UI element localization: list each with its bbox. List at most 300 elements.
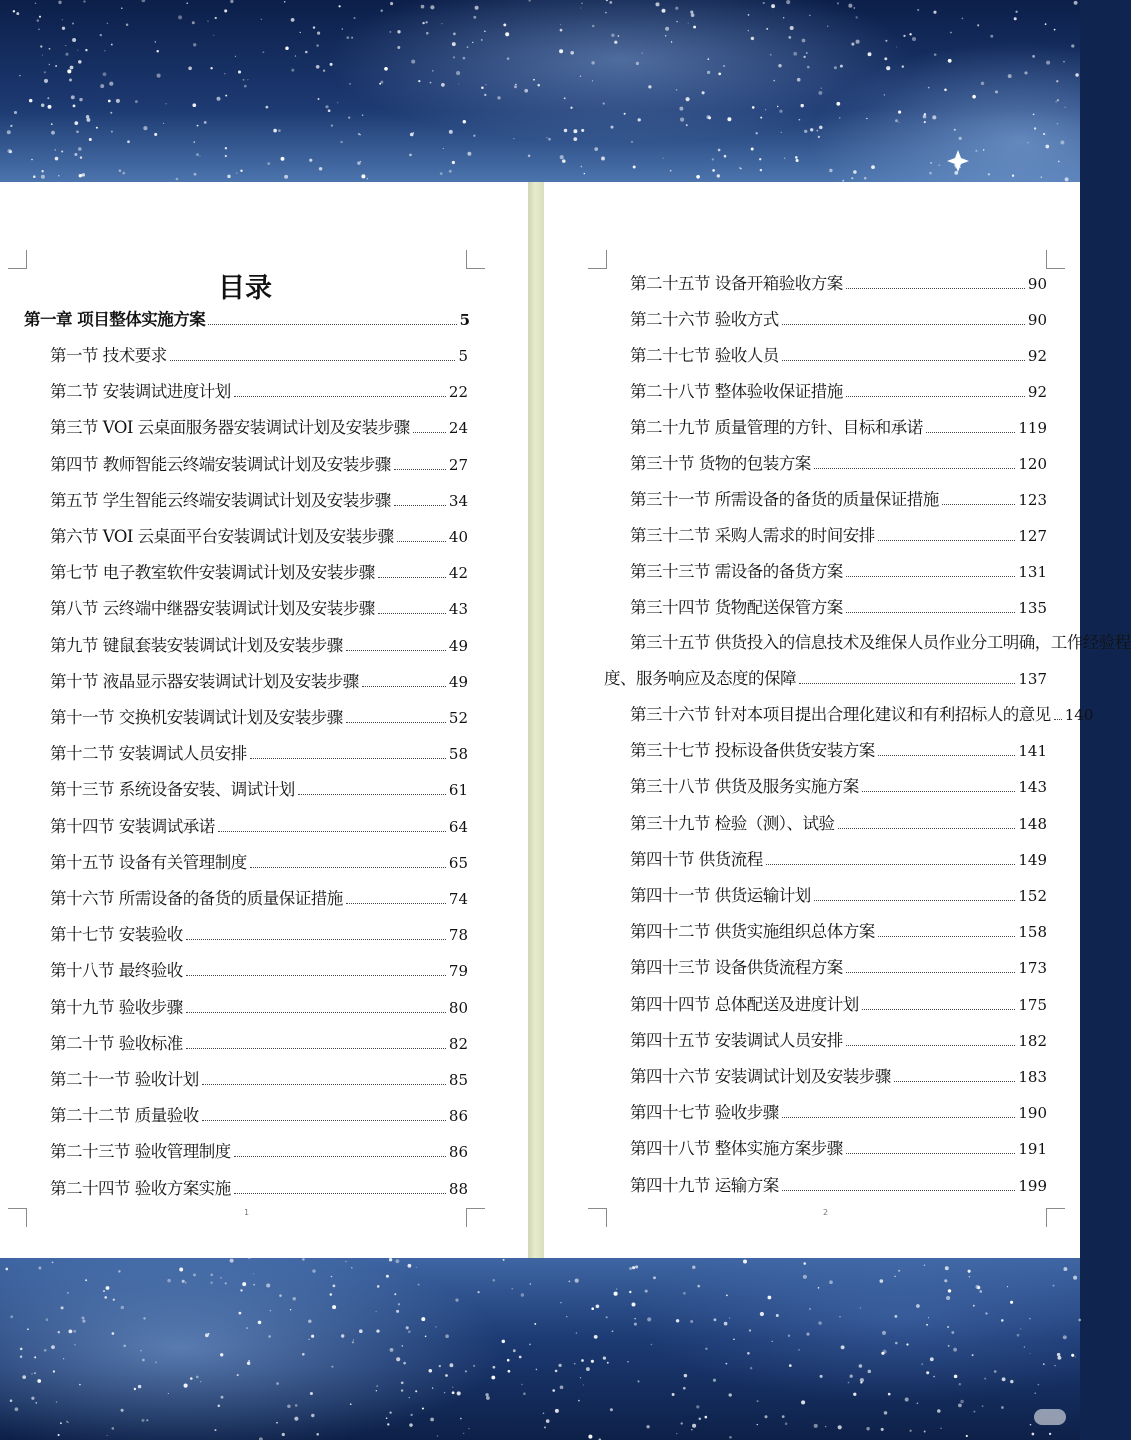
star (67, 1292, 69, 1294)
star (109, 82, 113, 86)
star (7, 149, 11, 153)
toc-page-number: 175 (1018, 995, 1047, 1014)
star (926, 1324, 928, 1326)
toc-entry-row[interactable] (50, 813, 468, 837)
star (362, 114, 363, 115)
star (583, 1384, 584, 1385)
star (108, 100, 111, 103)
toc-entry-row[interactable] (50, 885, 468, 909)
toc-leader-dots (894, 1081, 1016, 1082)
star (784, 158, 785, 159)
toc-leader-dots (846, 396, 1025, 397)
toc-leader-dots (346, 650, 446, 651)
star (954, 1375, 958, 1379)
star (295, 55, 297, 57)
toc-entry-row[interactable] (630, 378, 1047, 402)
star (82, 1316, 85, 1319)
star (146, 1419, 148, 1421)
toc-entry-row[interactable] (50, 740, 468, 764)
star (409, 1397, 410, 1398)
toc-entry-row[interactable] (50, 378, 468, 402)
star (966, 1435, 968, 1437)
star (757, 1400, 759, 1402)
star (1071, 1354, 1074, 1357)
star (418, 1284, 420, 1286)
star (637, 1380, 639, 1382)
star (895, 1342, 898, 1345)
toc-entry-row[interactable] (50, 994, 468, 1018)
star (515, 84, 516, 85)
toc-entry-label: 第十四节 安装调试承诺 (50, 816, 215, 836)
star (449, 130, 453, 134)
star (696, 175, 700, 179)
star (523, 1392, 526, 1395)
toc-page-number: 82 (448, 1034, 468, 1053)
toc-entry-label: 第五节 学生智能云终端安装调试计划及安装步骤 (50, 490, 391, 510)
star (278, 129, 281, 132)
star (141, 1419, 144, 1422)
star (467, 152, 471, 156)
toc-entry-row[interactable] (630, 1063, 1047, 1087)
star (917, 1402, 919, 1404)
star (52, 1262, 54, 1264)
star (107, 1435, 108, 1436)
star (58, 1434, 60, 1436)
star (851, 177, 853, 179)
star (384, 67, 388, 71)
star (560, 24, 561, 25)
star (797, 78, 801, 82)
toc-chapter-row[interactable] (24, 306, 470, 330)
toc-entry-35-line1[interactable]: 第三十五节 供货投入的信息技术及维保人员作业分工明确，工作经验程 (630, 633, 1131, 652)
star (268, 1335, 270, 1337)
star (947, 1326, 949, 1328)
star (430, 82, 432, 84)
toc-entry-label: 第十九节 验收步骤 (50, 997, 183, 1017)
toc-entry-row[interactable] (630, 810, 1047, 834)
star (712, 158, 714, 160)
toc-page-number: 143 (1018, 778, 1047, 797)
toc-entry-row[interactable] (630, 270, 1047, 294)
toc-entry-row[interactable] (630, 773, 1047, 797)
star (636, 62, 639, 65)
star (425, 1335, 427, 1337)
star (924, 1264, 926, 1266)
star (484, 94, 486, 96)
star (1032, 55, 1035, 58)
toc-entry-row[interactable] (630, 918, 1047, 942)
star (401, 1389, 403, 1391)
star (432, 70, 434, 72)
star (82, 173, 85, 176)
star (387, 1423, 389, 1425)
star (820, 1375, 823, 1378)
star (724, 1322, 728, 1326)
toc-leader-dots (346, 722, 446, 723)
star (546, 1419, 550, 1423)
star (143, 126, 147, 130)
toc-entry-label: 第二十二节 质量验收 (50, 1106, 199, 1126)
star (521, 1384, 523, 1386)
star (760, 1312, 764, 1316)
star (560, 29, 563, 32)
star (1014, 17, 1017, 20)
toc-entry-row[interactable] (630, 1027, 1047, 1051)
star (238, 71, 241, 74)
star (959, 137, 962, 140)
star (10, 1315, 13, 1318)
star (896, 46, 897, 47)
toc-title: 目录 (218, 273, 272, 304)
star (452, 161, 455, 164)
toc-entry-row[interactable] (630, 991, 1047, 1015)
star (200, 1381, 201, 1382)
star (592, 80, 593, 81)
star (484, 30, 486, 32)
toc-page-number: 5 (458, 347, 468, 365)
star (475, 6, 479, 10)
star (727, 117, 731, 121)
toc-leader-dots (846, 288, 1025, 289)
toc-entry-label: 第四十九节 运输方案 (630, 1175, 779, 1195)
star (390, 2, 393, 5)
toc-entry-row[interactable] (50, 776, 468, 800)
toc-entry-label: 第二十七节 验收人员 (630, 346, 779, 365)
star (1045, 23, 1047, 25)
star (345, 1261, 347, 1263)
star (16, 12, 19, 15)
star (276, 1422, 278, 1424)
star (290, 1309, 291, 1310)
star (691, 13, 695, 17)
star (717, 174, 720, 177)
star (533, 79, 535, 81)
star (795, 156, 798, 159)
star (74, 1344, 75, 1345)
star (818, 1287, 820, 1289)
toc-entry-row[interactable] (50, 1175, 468, 1199)
star (1045, 145, 1049, 149)
star (676, 21, 677, 22)
star (764, 1415, 767, 1418)
star (552, 1389, 555, 1392)
star (632, 1303, 636, 1307)
toc-leader-dots (186, 939, 446, 940)
star (954, 171, 958, 175)
toc-entry-row[interactable] (630, 1172, 1047, 1196)
toc-entry-row[interactable] (630, 846, 1047, 870)
star (389, 31, 391, 33)
toc-leader-dots (170, 360, 456, 361)
star (435, 1326, 436, 1327)
star (157, 74, 161, 78)
toc-entry-35-line2[interactable] (604, 665, 1047, 689)
toc-entry-row[interactable] (50, 1030, 468, 1054)
star (939, 165, 940, 166)
star (411, 60, 415, 64)
star (1001, 1406, 1004, 1409)
toc-entry-row[interactable] (50, 342, 468, 366)
star (748, 30, 749, 31)
star (76, 130, 79, 133)
star (155, 41, 156, 42)
star (140, 1350, 142, 1352)
star (1043, 1363, 1045, 1365)
star (819, 126, 823, 130)
star (733, 1339, 735, 1341)
toc-entry-row[interactable] (50, 668, 468, 692)
star (37, 1379, 41, 1383)
toc-entry-row[interactable] (50, 523, 468, 547)
star (253, 1273, 254, 1274)
star (534, 1323, 536, 1325)
toc-entry-row[interactable] (630, 522, 1047, 546)
star (193, 1273, 196, 1276)
toc-leader-dots (846, 612, 1016, 613)
star (801, 1400, 805, 1404)
page-number-right: 2 (823, 1208, 829, 1217)
star (341, 28, 343, 30)
star (1060, 141, 1064, 145)
toc-entry-row[interactable] (50, 704, 468, 728)
toc-page-number: 183 (1018, 1068, 1047, 1086)
star (1010, 1301, 1013, 1304)
star (22, 1375, 26, 1379)
star (422, 22, 424, 24)
toc-entry-label: 第三十七节 投标设备供货安装方案 (630, 741, 875, 761)
star (443, 148, 444, 149)
toc-entry-row[interactable] (630, 306, 1047, 330)
star (930, 162, 932, 164)
star (40, 45, 42, 47)
star (33, 175, 36, 178)
star (74, 153, 77, 156)
toc-entry-row[interactable] (50, 451, 468, 475)
star (485, 84, 486, 85)
star (60, 1422, 62, 1424)
star (126, 24, 128, 26)
star (683, 1292, 686, 1295)
toc-entry-row[interactable] (50, 849, 468, 873)
star (699, 1417, 702, 1420)
toc-entry-row[interactable] (630, 558, 1047, 582)
star (73, 1330, 76, 1333)
page-gutter (528, 182, 544, 1258)
star (332, 1305, 336, 1309)
star (713, 1379, 716, 1382)
star (178, 15, 182, 19)
star (425, 21, 427, 23)
star (880, 1279, 884, 1283)
star (409, 154, 412, 157)
toc-entry-row[interactable] (630, 450, 1047, 474)
toc-entry-label: 第二十一节 验收计划 (50, 1070, 199, 1089)
star (755, 132, 757, 134)
star (781, 132, 782, 133)
star (182, 1280, 185, 1283)
star (376, 1329, 379, 1332)
star (360, 161, 361, 162)
star (121, 1409, 124, 1412)
toc-entry-label: 第四十二节 供货实施组织总体方案 (630, 922, 875, 942)
toc-leader-dots (186, 1012, 446, 1013)
star (430, 5, 434, 9)
star (837, 2, 839, 4)
star (463, 120, 466, 123)
toc-leader-dots (846, 576, 1016, 577)
star (312, 1269, 315, 1272)
toc-entry-label: 第七节 电子教室软件安装调试计划及安装步骤 (50, 563, 375, 583)
star (748, 14, 750, 16)
toc-leader-dots (186, 1048, 446, 1049)
star (70, 66, 74, 70)
toc-page-number: 131 (1018, 563, 1047, 581)
toc-page-number: 40 (448, 528, 468, 546)
star (460, 1418, 462, 1420)
star (960, 1400, 963, 1403)
star (103, 72, 107, 76)
toc-entry-row[interactable] (630, 342, 1047, 366)
star (1029, 1318, 1030, 1319)
star (179, 1268, 183, 1272)
toc-entry-row[interactable] (630, 1135, 1047, 1159)
star (647, 1317, 651, 1321)
star (982, 1405, 984, 1407)
toc-entry-label: 第三节 VOI 云桌面服务器安装调试计划及安装步骤 (50, 418, 410, 438)
star (295, 1404, 298, 1407)
star (396, 1310, 399, 1313)
star (569, 1281, 571, 1283)
star (49, 48, 51, 50)
star (981, 82, 985, 86)
star (396, 1357, 400, 1361)
star (311, 1414, 314, 1417)
star (339, 5, 341, 7)
star (751, 148, 754, 151)
star (237, 1374, 239, 1376)
toc-page-number: 141 (1018, 742, 1047, 761)
star (718, 73, 721, 76)
star (19, 75, 20, 76)
toc-entry-row[interactable] (630, 954, 1047, 978)
toc-leader-dots (378, 577, 446, 578)
toc-leader-dots (878, 540, 1016, 541)
star (1030, 1424, 1032, 1426)
star (401, 1381, 404, 1384)
star (1057, 1353, 1060, 1356)
star (453, 56, 455, 58)
toc-entry-row[interactable] (50, 632, 468, 656)
star (916, 1304, 920, 1308)
star (670, 170, 672, 172)
star (555, 1409, 559, 1413)
toc-entry-row[interactable] (50, 1138, 468, 1162)
star (111, 131, 113, 133)
star (884, 1411, 888, 1415)
star (954, 129, 956, 131)
toc-entry-row[interactable] (50, 487, 468, 511)
star (74, 121, 78, 125)
toc-page-number: 135 (1018, 599, 1047, 617)
toc-entry-row[interactable] (50, 1066, 468, 1090)
toc-entry-row[interactable] (630, 701, 1094, 725)
toc-leader-dots (782, 324, 1025, 325)
star (984, 1378, 986, 1380)
toc-entry-row[interactable] (50, 1102, 468, 1126)
star (15, 1407, 19, 1411)
star (1063, 61, 1064, 62)
star (662, 9, 666, 13)
toc-entry-row[interactable] (630, 1099, 1047, 1123)
star (27, 1328, 29, 1330)
star (135, 100, 138, 103)
star (486, 1396, 490, 1400)
star (1010, 1380, 1013, 1383)
star (881, 1352, 884, 1355)
star (110, 112, 112, 114)
star (760, 117, 762, 119)
crop-mark-bottom-left (588, 1208, 607, 1227)
toc-page-number: 123 (1018, 491, 1047, 509)
toc-entry-row[interactable] (50, 957, 468, 981)
toc-page-number: 58 (448, 745, 468, 764)
toc-leader-dots (862, 1009, 1016, 1010)
star (895, 119, 898, 122)
star (684, 1374, 687, 1377)
star (78, 147, 82, 151)
toc-page-number: 88 (448, 1179, 468, 1198)
star (119, 169, 121, 171)
toc-leader-dots (250, 867, 446, 868)
toc-entry-row[interactable] (50, 921, 468, 945)
toc-entry-row[interactable] (50, 595, 468, 619)
toc-entry-row[interactable] (50, 414, 468, 438)
star (564, 97, 566, 99)
crop-mark-top-right (1046, 250, 1065, 269)
toc-entry-row[interactable] (630, 737, 1047, 761)
star (514, 85, 517, 88)
toc-leader-dots (397, 541, 446, 542)
toc-entry-row[interactable] (630, 486, 1047, 510)
toc-entry-row[interactable] (50, 559, 468, 583)
toc-entry-row[interactable] (630, 882, 1047, 906)
star (86, 115, 90, 119)
star (55, 149, 57, 151)
star (351, 37, 353, 39)
star (351, 1267, 353, 1269)
toc-entry-row[interactable] (630, 414, 1047, 438)
star (276, 1382, 279, 1385)
star (14, 111, 17, 114)
star (62, 19, 63, 20)
star (610, 1408, 613, 1411)
toc-entry-label: 第九节 键鼠套装安装调试计划及安装步骤 (50, 635, 343, 655)
star (210, 1274, 213, 1277)
star (29, 99, 33, 103)
crop-mark-top-left (588, 250, 607, 269)
star (603, 1356, 606, 1359)
star (395, 1259, 399, 1263)
star (789, 1364, 792, 1367)
star (313, 26, 315, 28)
star (354, 17, 356, 19)
star (83, 0, 85, 2)
star (1058, 161, 1060, 163)
star (850, 1375, 853, 1378)
star (243, 79, 245, 81)
star (690, 1320, 693, 1323)
toc-entry-row[interactable] (630, 594, 1047, 618)
